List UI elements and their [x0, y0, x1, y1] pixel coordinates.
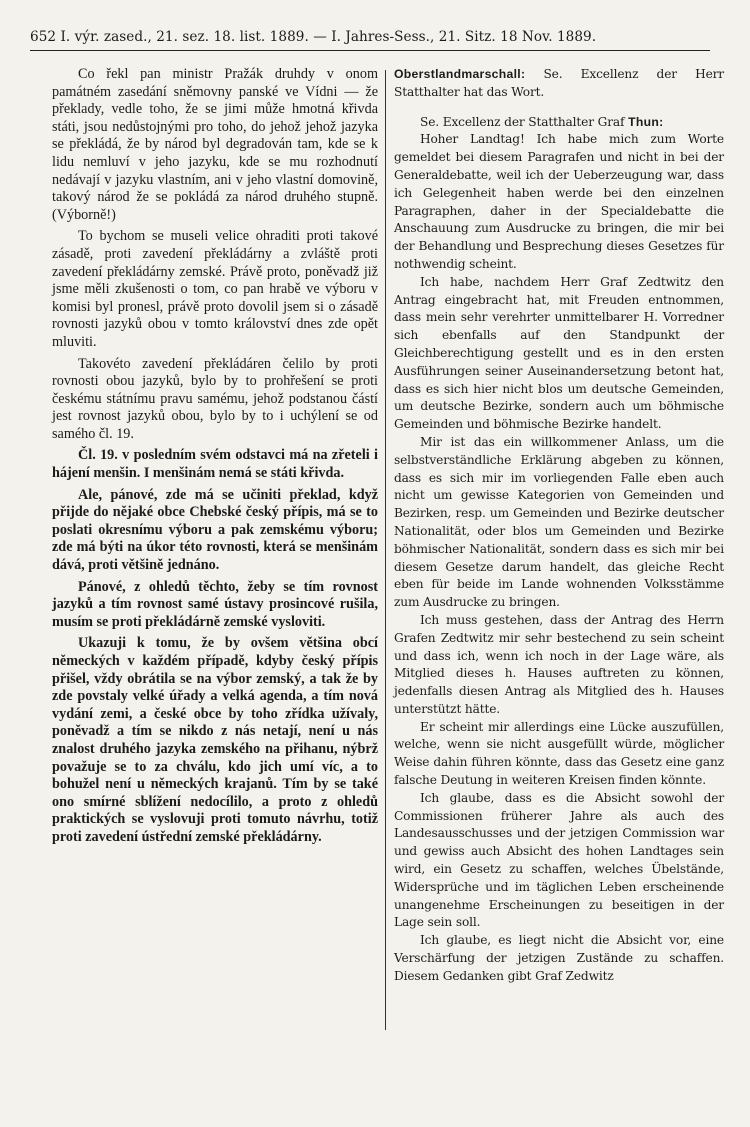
czech-column: [52, 66, 378, 847]
right-paragraph-6: Ich glaube, dass es die Absicht sowohl der Commissionen früherer Jahre als auch des Landesausschusses und der jetzigen Commission war und gewiss auch Absicht des hohen Landtages sein wird, ein Gesetz zu schaffen, welches Übelstände, Widersprüche und im täglichen Leben erscheinende unangenehme Erscheinungen zu beseitigen in der Lage sein soll.: [394, 790, 724, 930]
speaker-marshal-text: Se. Excellenz der Herr Statthalter hat das Wort.: [394, 67, 724, 99]
page-header-text: 652 I. výr. zased., 21. sez. 18. list. 1889. — I. Jahres-Sess., 21. Sitz. 18 Nov. 1889.: [30, 29, 597, 45]
left-paragraph-1: Co řekl pan ministr Pražák druhdy v onom památném zasedání sněmovny panské ve Vídni — že překlady, vedle toho, že se jimi může hmotná křivda státi, jsou nedůstojnými pro toho, do jehož jehož jazyka se překládá, že by národ byl degradován tam, kde se k lidu nemluví v jeho jazyku, kde se mu rozhodnutí nedávají v jazyku vlastním, ani v jeho vlastní domovině, takový národ že se pokládá za národ druhého stupně. (Výborně!): [52, 66, 378, 223]
page-header: [30, 28, 710, 46]
speaker-thun-prefix: Se. Excellenz der Statthalter Graf: [420, 114, 625, 129]
speaker-thun-line: [394, 114, 724, 132]
right-paragraph-1: Hoher Landtag! Ich habe mich zum Worte gemeldet bei diesem Paragrafen und nicht in bei der Generaldebatte, weil ich der Ueberzeugung war, dass ich Gelegenheit haben werde bei den einzelnen Paragraphen, daher in der Specialdebatte die Anschauung zum Ausdrucke zu bringen, die mir bei der Behandlung und Besprechung dieses Gesetzes für nothwendig scheint.: [394, 132, 724, 271]
right-paragraph-5: Er scheint mir allerdings eine Lücke auszufüllen, welche, wenn sie nicht ausgefüllt würde, möglicher Weise dahin führen könnte, dass das Gesetz eine ganz falsche Deutung in weiteren Kreisen finden könnte.: [394, 719, 724, 788]
left-paragraph-3: Takovéto zavedení překládáren čelilo by proti rovnosti obou jazyků, bylo by to prohřešení se proti českému státnímu pravu samému, jehož podstanou částí jest rovnost jazyků obou, bylo by to i uchýlení se od samého čl. 19.: [52, 355, 378, 442]
left-paragraph-4: Čl. 19. v posledním svém odstavci má na zřeteli i hájení menšin. I menšinám nemá se státi křivda.: [52, 447, 378, 482]
right-paragraph-3: Mir ist das ein willkommener Anlass, um die selbstverständliche Erklärung abgeben zu können, dass es sich mir im vorliegenden Falle eben auch nicht um gewisse Kategorien von Gemeinden und Bezirken, resp. um Gemeinden und Bezirke deutscher Nationalität, oder blos um Gemeinden und Bezirke böhmischer Nationalität, sondern dass es sich mir bei diesem Gesetze darum handelt, das gleiche Recht eben für beide im Lande wohnenden Volksstämme zum Ausdrucke zu bringen.: [394, 434, 724, 610]
column-divider: [385, 70, 386, 1030]
german-column: [394, 66, 724, 986]
header-rule: [30, 50, 710, 51]
left-paragraph-6: Pánové, z ohledů těchto, žeby se tím rovnost jazyků a tím rovnost samé ústavy prosincové rušila, musím se proti překládárně zemské vysloviti.: [52, 578, 378, 630]
right-paragraph-7: Ich glaube, es liegt nicht die Absicht vor, eine Verschärfung der jetzigen Zustände zu schaffen. Diesem Gedanken gibt Graf Zedwitz: [394, 933, 724, 983]
left-paragraph-2: To bychom se museli velice ohraditi proti takové zásadě, proti zavedení překládárny a zvláště proti zavedení překládárny zemské. Právě proto, poněvadž již jsme měli zkušenosti o tom, co pan hrabě ve výboru v komisi byl pronesl, právě proto dovolil jsem si o zásadě rovnosti jazyků obou v tomto království dnes zde opět mluviti.: [52, 228, 378, 350]
left-paragraph-7: Ukazuji k tomu, že by ovšem většina obcí německých v každém případě, kdyby český přípis přišel, vždy obrátila se na výbor zemský, a tak že by zde povstaly velké úřady a velká agenda, a tím nová vydání zemi, a české obce by toho zřídka užívaly, poněvadž a tím se nikdo z nás netají, není u nás znalost druhého jazyka zemského na přihanu, nýbrž považuje se to za chválu, kdo jich umí víc, a to bohužel není u německých krajanů. Tím by se také ono smírné sblížení nedocílilo, a proto z ohledů praktických se vyslovuji proti tomuto návrhu, totiž proti zavedení ústřední zemské překládárny.: [52, 635, 378, 845]
speaker-name-marshal: Oberstlandmarschall:: [394, 67, 526, 81]
speaker-marshal-line: [394, 66, 724, 102]
right-paragraph-2: Ich habe, nachdem Herr Graf Zedtwitz den Antrag eingebracht hat, mit Freuden entnommen, dass mein sehr verehrter unmittelbarer H. Vorredner sich ebenfalls auf den Standpunkt der Gleichberechtigung gestellt und es in den ersten Ausführungen seiner Auseinandersetzung betont hat, dass es sich hier nicht blos um deutsche Gemeinden, um deutsche Bezirke, sondern auch um böhmische Gemeinden und böhmische Bezirke handelt.: [394, 274, 724, 432]
left-paragraph-5: Ale, pánové, zde má se učiniti překlad, když přijde do nějaké obce Chebské český přípis, má se to poslati okresnímu výboru a pak zemskému výboru; zde má býti na úkor této rovnosti, která se menšinám dává, proti většině jednáno.: [52, 486, 378, 574]
right-paragraph-4: Ich muss gestehen, dass der Antrag des Herrn Grafen Zedtwitz mir sehr bestechend zu sein scheint und dass ich, wenn ich noch in der Lage wäre, als Mitglied dieses h. Hauses auftreten zu können, jedenfalls diesen Antrag als Mitglied des h. Hauses unterstützt hätte.: [394, 612, 724, 716]
speaker-name-thun: Thun:: [628, 114, 664, 129]
